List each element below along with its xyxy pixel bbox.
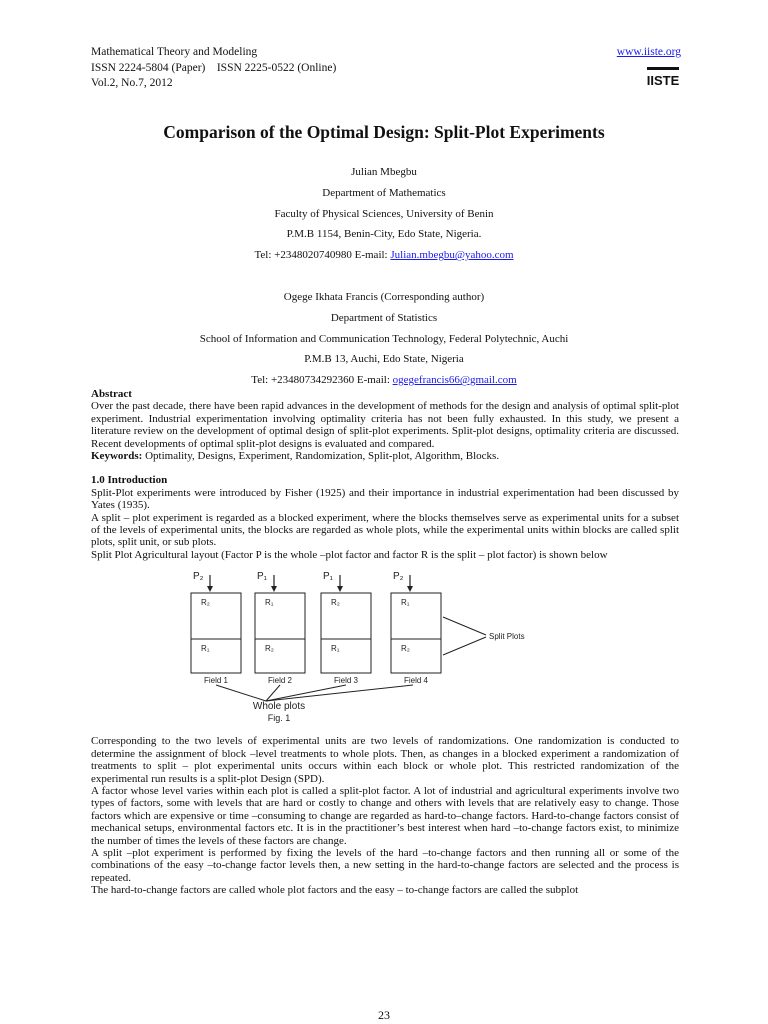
intro-heading: 1.0 Introduction: [91, 474, 168, 487]
field-box: [255, 593, 305, 673]
split-plot-arrow: [443, 637, 486, 655]
figure-caption: Fig. 1: [267, 713, 291, 724]
whole-plots-label: Whole plots: [252, 701, 306, 713]
intro-paragraph-3: Split Plot Agricultural layout (Factor P is the whole –plot factor and factor R is the split – plot factor) is shown below: [91, 548, 608, 561]
website-link[interactable]: www.iiste.org: [616, 46, 681, 58]
split-plot-treatment-label: R₁: [265, 598, 274, 608]
split-plots-label: Split Plots: [489, 632, 525, 642]
author1-faculty: Faculty of Physical Sciences, University of Benin: [274, 207, 494, 220]
field-label: Field 4: [403, 676, 429, 686]
intro-paragraph-2: A split – plot experiment is regarded as a blocked experiment, where the blocks themselves serve as experimental units for a subset of the levels of experimental units, the blocks are regarded as whole plots, while the experimental units within blocks are called split plots, split unit, or sub plots.: [91, 511, 679, 549]
header-right: [601, 45, 681, 87]
keywords-line: [91, 450, 679, 462]
intro-paragraph-4: Corresponding to the two levels of experimental units are two levels of randomizations. One randomization is conducted to determine the assignment of block –level treatments to whole plots. Then, as changes in a blocked experiment a randomization of treatments to split – plot experimental units occurs within each block or whole plot. This restricted randomization of the experimental run results is a split-plot Design (SPD).: [91, 735, 679, 785]
split-plot-treatment-label: R₁: [401, 598, 410, 608]
field-label: Field 2: [267, 676, 293, 686]
author1-tel: Tel: +2348020740980 E-mail:: [254, 249, 391, 262]
volume-line: Vol.2, No.7, 2012: [91, 77, 173, 89]
journal-name: Mathematical Theory and Modeling: [91, 46, 258, 58]
keywords-text: Optimality, Designs, Experiment, Randomization, Split-plot, Algorithm, Blocks.: [142, 450, 500, 463]
author-block: [0, 162, 768, 391]
whole-plot-factor-label: P₂: [393, 571, 404, 583]
split-plot-treatment-label: R₂: [401, 644, 410, 654]
field-box: [191, 593, 241, 673]
whole-plot-factor-label: P₂: [193, 571, 204, 583]
journal-header: [91, 45, 336, 92]
whole-plot-arrow: [216, 685, 266, 701]
issn-line: ISSN 2224-5804 (Paper) ISSN 2225-0522 (Online): [91, 61, 337, 74]
author2-dept: Department of Statistics: [330, 311, 438, 324]
field-box: [391, 593, 441, 673]
iiste-logo: [647, 63, 679, 87]
intro-paragraph-5: A factor whose level varies within each plot is called a split-plot factor. A lot of industrial and agricultural experiments involve two types of factors, some with levels that are hard or costly to change and others with levels that are relatively easy to change. Those factors which are expensive or time –consuming to change are regarded as hard-to–change factors. Hard-to-change factors consist of mechanical setups, environmental factors etc. It is in the practitioner’s best interest when hard –to-change factors exist, to minimize the number of times the levels of these factors are change.: [91, 784, 679, 847]
author2-name: Ogege Ikhata Francis (Corresponding author): [283, 290, 485, 303]
field-box: [321, 593, 371, 673]
figure-drawing: [91, 565, 679, 727]
whole-plot-factor-label: P₁: [323, 571, 334, 583]
paper-title: Comparison of the Optimal Design: Split-Plot Experiments: [163, 122, 605, 142]
whole-plot-arrow: [266, 685, 413, 701]
intro-paragraph-6: A split –plot experiment is performed by fixing the levels of the hard –to-change factors and then running all or some of the combinations of the easy –to-change factor levels then, a new setting in the hard-to-change factors are selected and the process is repeated.: [91, 846, 679, 884]
arrowhead-icon: [207, 586, 213, 592]
field-label: Field 1: [203, 676, 229, 686]
page-number: 23: [378, 1008, 390, 1022]
arrowhead-icon: [271, 586, 277, 592]
author1-contact: [0, 245, 768, 266]
logo-text: IISTE: [647, 73, 679, 87]
intro-paragraph-1: Split-Plot experiments were introduced by Fisher (1925) and their importance in industrial experimentation had been discussed by Yates (1935).: [91, 486, 679, 512]
split-plot-treatment-label: R₁: [331, 644, 340, 654]
author1-dept: Department of Mathematics: [322, 186, 446, 199]
arrowhead-icon: [407, 586, 413, 592]
intro-paragraph-7: The hard-to-change factors are called whole plot factors and the easy – to-change factors are called the subplot: [91, 884, 579, 897]
author1-email-link[interactable]: Julian.mbegbu@yahoo.com: [390, 249, 514, 262]
abstract-heading: Abstract: [91, 388, 132, 400]
split-plot-treatment-label: R₁: [201, 644, 210, 654]
figure-split-plot-layout: [91, 565, 679, 727]
split-plot-arrow: [443, 617, 486, 635]
author1-address: P.M.B 1154, Benin-City, Edo State, Nigeria.: [286, 228, 482, 241]
field-label: Field 3: [333, 676, 359, 686]
author1-name: Julian Mbegbu: [351, 166, 417, 178]
arrowhead-icon: [337, 586, 343, 592]
author2-email-link[interactable]: ogegefrancis66@gmail.com: [392, 374, 517, 387]
keywords-label: Keywords:: [91, 450, 143, 463]
paper-body: [91, 388, 679, 897]
abstract-text: Over the past decade, there have been rapid advances in the development of methods for the design and analysis of optimal split-plot experiment. Industrial experimentation involving optimality criteria has not been fully exhausted. In this study, we present a literature review on the development of optimal design of split-plot experiments. Split-plot designs, optimality criteria are discussed. Recent developments of optimal split-plot designs is evaluated and compared.: [91, 400, 679, 450]
whole-plot-factor-label: P₁: [257, 571, 268, 583]
author2-tel: Tel: +23480734292360 E-mail:: [251, 374, 393, 387]
split-plot-treatment-label: R₂: [331, 598, 340, 608]
split-plot-treatment-label: R₂: [265, 644, 274, 654]
split-plot-treatment-label: R₂: [201, 598, 210, 608]
author2-school: School of Information and Communication Technology, Federal Polytechnic, Auchi: [199, 332, 569, 345]
author2-address: P.M.B 13, Auchi, Edo State, Nigeria: [304, 353, 464, 366]
